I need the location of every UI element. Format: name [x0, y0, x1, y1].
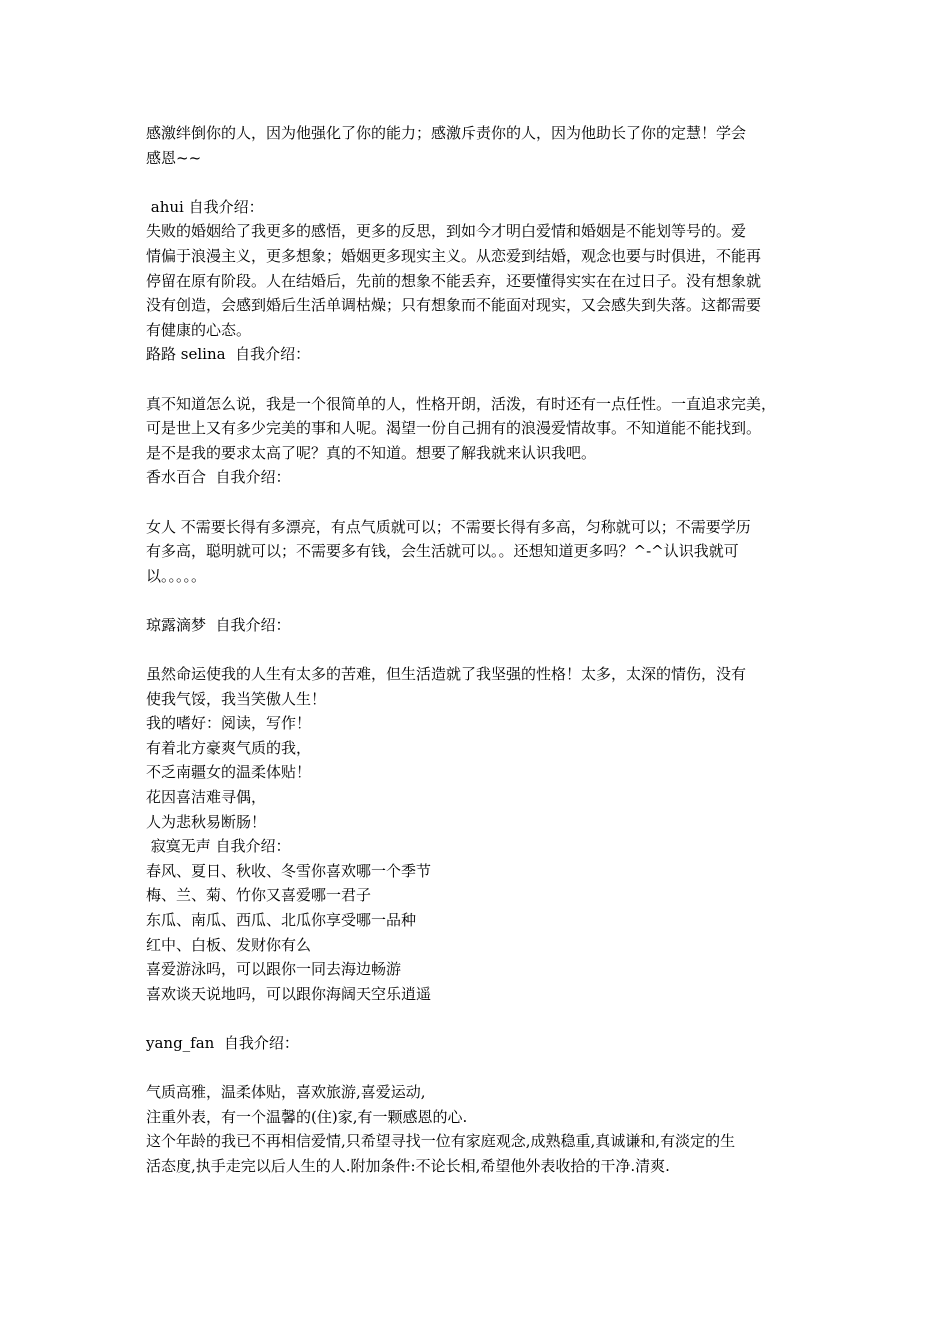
blank-line — [146, 170, 816, 195]
text-line: 人为悲秋易断肠！ — [146, 812, 267, 831]
blank-line — [146, 367, 816, 392]
text-line: 喜欢谈天说地吗，可以跟你海阔天空乐逍遥 — [146, 984, 432, 1003]
blank-line — [146, 637, 816, 662]
text-line: 可是世上又有多少完美的事和人呢。渴望一份自己拥有的浪漫爱情故事。不知道能不能找到。 — [146, 419, 762, 438]
text-line: 感激绊倒你的人，因为他强化了你的能力；感激斥责你的人，因为他助长了你的定慧！学会 — [146, 124, 747, 142]
text-line: 东瓜、南瓜、西瓜、北瓜你享受哪一品种 — [146, 911, 417, 929]
blank-line — [146, 1006, 816, 1031]
text-line: 女人 不需要长得有多漂亮，有点气质就可以；不需要长得有多高，匀称就可以；不需要学历 — [146, 517, 751, 536]
text-line: 这个年龄的我已不再相信爱情,只希望寻找一位有家庭观念,成熟稳重,真诚谦和,有淡定的生 — [146, 1132, 736, 1151]
blank-line — [146, 588, 816, 613]
text-line: 不乏南疆女的温柔体贴！ — [146, 763, 312, 782]
text-line: 虽然命运使我的人生有太多的苦难，但生活造就了我坚强的性格！太多，太深的情伤，没有 — [146, 665, 747, 684]
text-line: 喜爱游泳吗，可以跟你一同去海边畅游 — [146, 960, 402, 979]
text-line: 春风、夏日、秋收、冬雪你喜欢哪一个季节 — [146, 861, 432, 880]
text-line: 花因喜洁难寻偶， — [146, 788, 267, 807]
text-line: 注重外表，有一个温馨的(住)家,有一颗感恩的心. — [146, 1107, 468, 1126]
blank-line — [146, 1056, 816, 1081]
text-line: 停留在原有阶段。人在结婚后，先前的想象不能丢弃，还要懂得实实在在过日子。没有想象就 — [146, 271, 762, 290]
text-line: 使我气馁，我当笑傲人生！ — [146, 689, 327, 708]
text-line: 我的嗜好：阅读，写作！ — [146, 714, 312, 733]
section-heading: 香水百合 自我介绍： — [146, 468, 291, 487]
text-line: 有健康的心态。 — [146, 320, 252, 339]
text-line: 有多高，聪明就可以；不需要多有钱，会生活就可以。。还想知道更多吗？^-^认识我就可 — [146, 542, 739, 561]
text-line: 有着北方豪爽气质的我， — [146, 738, 312, 757]
section-heading: 路路 selina 自我介绍： — [146, 345, 311, 364]
text-line: 失败的婚姻给了我更多的感悟，更多的反思，到如今才明白爱情和婚姻是不能划等号的。爱 — [146, 222, 747, 241]
text-line: 是不是我的要求太高了呢？真的不知道。想要了解我就来认识我吧。 — [146, 443, 597, 462]
text-line: 情偏于浪漫主义，更多想象；婚姻更多现实主义。从恋爱到结婚，观念也要与时俱进，不能再 — [146, 246, 762, 265]
section-heading: ahui 自我介绍： — [146, 197, 264, 216]
text-line: 没有创造，会感到婚后生活单调枯燥；只有想象而不能面对现实，又会感失到失落。这都需要 — [146, 296, 762, 315]
blank-line — [146, 490, 816, 515]
text-line: 活态度,执手走完以后人生的人.附加条件:不论长相,希望他外表收拾的干净.清爽. — [146, 1156, 670, 1175]
text-line: 真不知道怎么说，我是一个很简单的人，性格开朗，活泼，有时还有一点任性。一直追求完美， — [146, 394, 777, 413]
text-line: 气质高雅，温柔体贴，喜欢旅游,喜爱运动, — [146, 1083, 426, 1102]
text-line: 以。。。。。 — [146, 566, 207, 585]
section-heading: 寂寞无声 自我介绍： — [146, 837, 291, 856]
section-heading: yang_fan 自我介绍： — [146, 1033, 299, 1052]
section-heading: 琼露滴梦 自我介绍： — [146, 615, 291, 634]
text-line: 梅、兰、菊、竹你又喜爱哪一君子 — [146, 886, 372, 905]
document-body — [146, 121, 816, 1179]
text-line: 红中、白板、发财你有么 — [146, 935, 312, 954]
text-line: 感恩~~ — [146, 148, 202, 167]
